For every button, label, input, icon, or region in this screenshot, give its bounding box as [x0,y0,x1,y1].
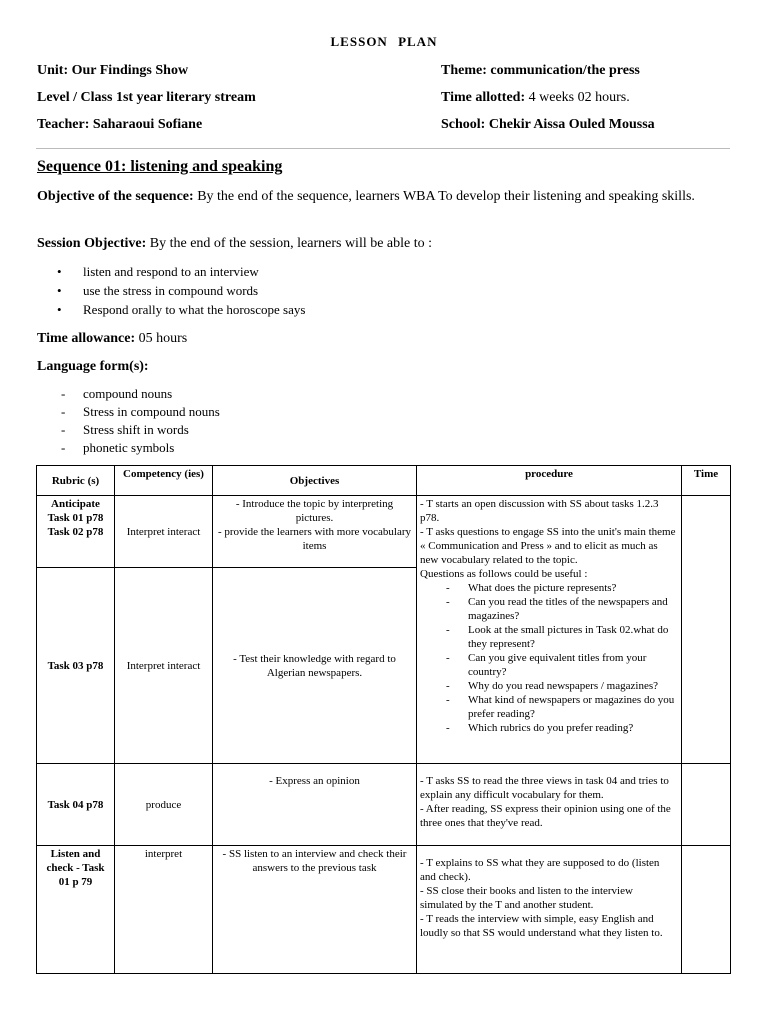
lesson-plan-table [36,465,731,974]
procedure-cell [417,496,682,764]
header-divider [36,148,730,149]
objective-cell: - Test their knowledge with regard to Algerian newspapers. [213,568,417,764]
list-item: - Can you read the titles of the newspapers and magazines? [468,595,678,623]
procedure-line: - T starts an open discussion with SS about tasks 1.2.3 p78. [420,498,659,524]
procedure-cell [417,764,682,846]
teacher-label: Teacher: Saharaoui Sofiane [37,117,203,132]
rubric-cell: Anticipate Task 01 p78 Task 02 p78 [37,496,115,568]
list-item: - compound nouns [83,385,220,403]
time-allotted [441,90,630,106]
table-row [37,846,731,974]
sequence-objective [37,188,737,205]
list-item: - Stress in compound nouns [83,403,220,421]
list-item: • use the stress in compound words [83,281,305,300]
time-cell [682,496,731,764]
table-row [37,496,731,568]
competency-cell: Interpret interact [115,496,213,568]
procedure-line: - T reads the interview with simple, easy English and loudly so that SS would understand what they listen to. [420,913,663,939]
header-time: Time [682,466,731,496]
objective-cell: - Express an opinion [213,764,417,846]
competency-cell: Interpret interact [115,568,213,764]
school-label: School: Chekir Aissa Ouled Moussa [441,117,655,132]
rubric-cell: Task 04 p78 [37,764,115,846]
time-cell [682,764,731,846]
session-objective-list [37,262,305,319]
session-objective-label: Session Objective: [37,236,147,251]
procedure-line: Questions as follows could be useful : [420,568,588,580]
language-form-label: Language form(s): [37,359,149,374]
list-item: - What kind of newspapers or magazines do you prefer reading? [468,693,678,721]
page-title: LESSON PLAN [330,34,438,49]
list-item: - Look at the small pictures in Task 02.what do they represent? [468,623,678,651]
question-list [420,581,678,735]
list-item: • Respond orally to what the horoscope says [83,300,305,319]
objective-cell: - SS listen to an interview and check their answers to the previous task [213,846,417,974]
rubric-cell: Task 03 p78 [37,568,115,764]
time-allotted-label: Time allotted: [441,90,526,105]
list-item: - Which rubrics do you prefer reading? [468,721,678,735]
time-allotted-value: 4 weeks 02 hours. [525,90,630,105]
header-rubric: Rubric (s) [37,466,115,496]
procedure-line: - After reading, SS express their opinion using one of the three ones that they've read. [420,803,671,829]
header-objectives: Objectives [213,466,417,496]
session-objective [37,235,737,252]
procedure-line: - T asks questions to engage SS into the unit's main theme « Communication and Press » and to elicit as much as new vocabulary related to the topic. [420,526,676,566]
header-competency: Competency (ies) [115,466,213,496]
unit-label: Unit: Our Findings Show [37,63,189,78]
sequence-title: Sequence 01: listening and speaking [37,158,283,175]
sequence-objective-label: Objective of the sequence: [37,189,194,204]
time-cell [682,846,731,974]
procedure-line: - T explains to SS what they are supposed to do (listen and check). [420,857,660,883]
list-item: - Why do you read newspapers / magazines? [468,679,678,693]
objective-cell: - Introduce the topic by interpreting pictures. - provide the learners with more vocabulary items [213,496,417,568]
competency-cell: interpret [115,846,213,974]
time-allowance [37,330,737,347]
procedure-line: - T asks SS to read the three views in task 04 and tries to explain any difficult vocabulary for them. [420,775,669,801]
list-item: • listen and respond to an interview [83,262,305,281]
sequence-objective-text: By the end of the sequence, learners WBA To develop their listening and speaking skills. [193,189,695,204]
theme-label: Theme: communication/the press [441,63,640,78]
list-item: - phonetic symbols [83,439,220,457]
procedure-cell [417,846,682,974]
language-form-list [37,385,220,457]
competency-cell: produce [115,764,213,846]
list-item: - What does the picture represents? [468,581,678,595]
table-row [37,764,731,846]
rubric-cell: Listen and check - Task 01 p 79 [37,846,115,974]
time-allowance-label: Time allowance: [37,331,136,346]
time-allowance-value: 05 hours [135,331,188,346]
level-label: Level / Class 1st year literary stream [37,90,256,105]
procedure-line: - SS close their books and listen to the interview simulated by the T and another student. [420,885,633,911]
session-objective-text: By the end of the session, learners will be able to : [146,236,433,251]
list-item: - Stress shift in words [83,421,220,439]
header-procedure: procedure [417,466,682,496]
list-item: - Can you give equivalent titles from your country? [468,651,678,679]
